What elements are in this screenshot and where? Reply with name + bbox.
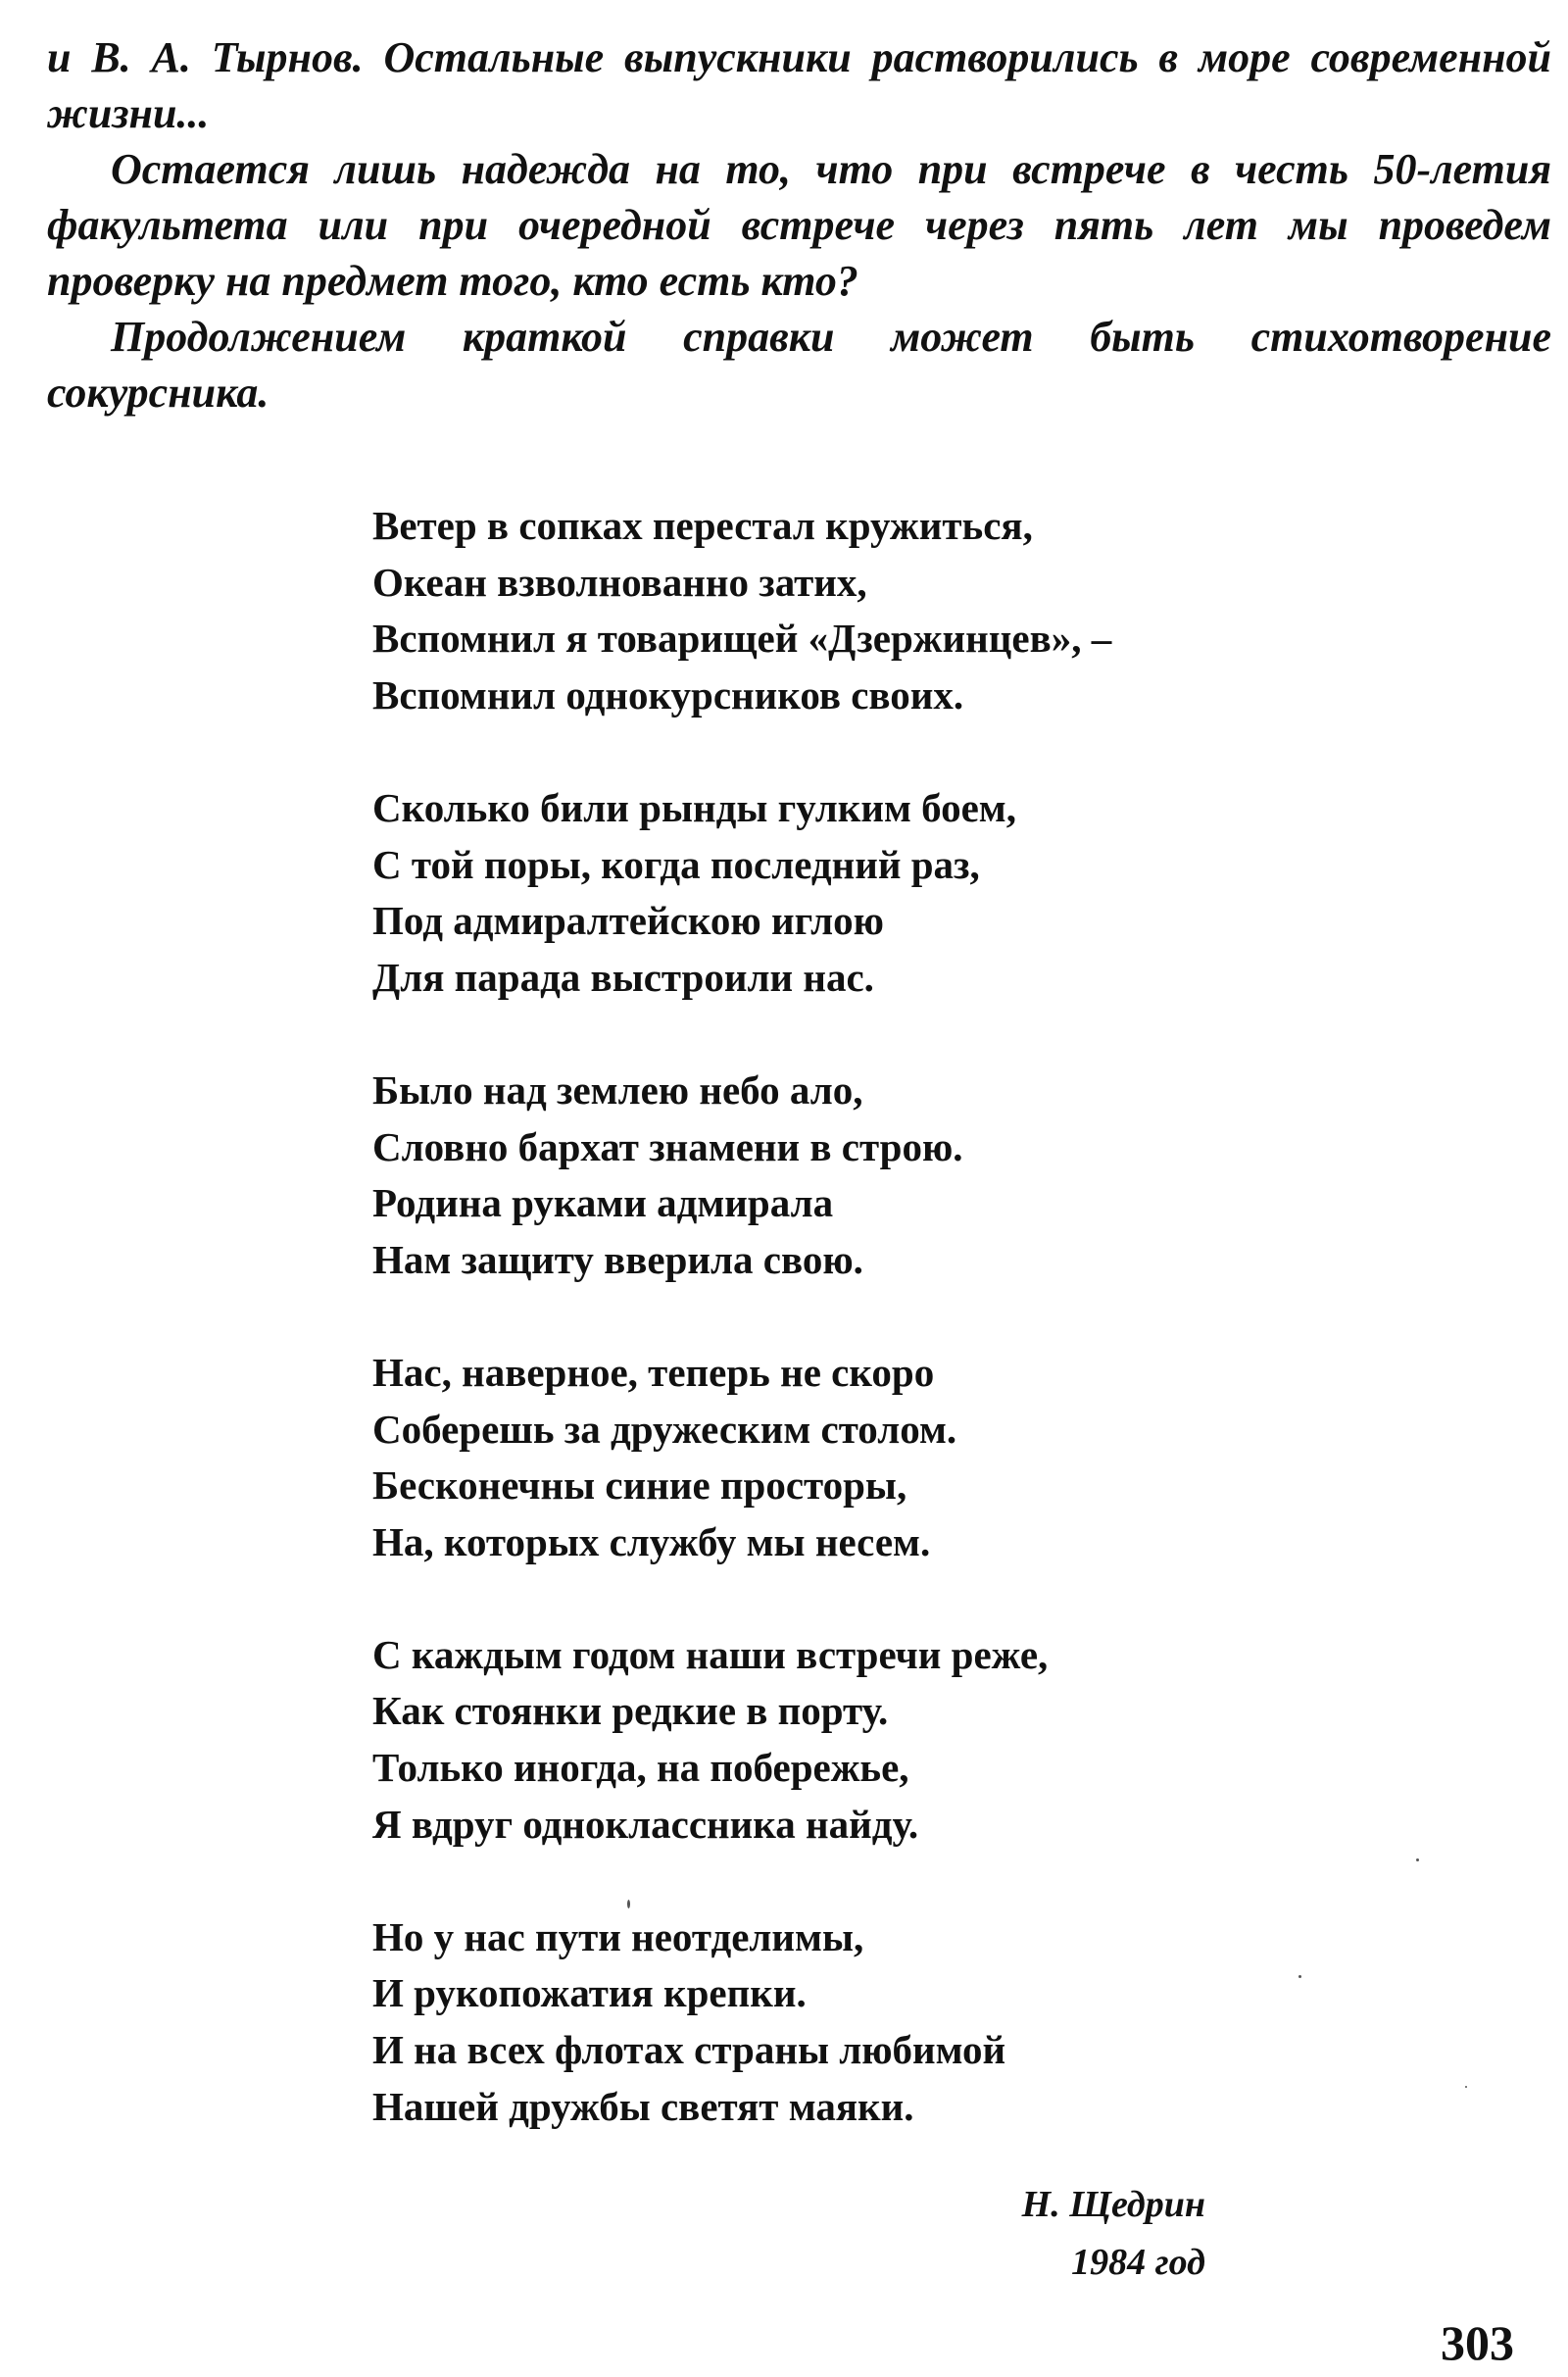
poem-line: Соберешь за дружеским столом. [372,1406,957,1452]
poem-line: Словно бархат знамени в строю. [372,1123,963,1169]
prose-block [47,29,1551,421]
poem-line: Нам защиту вверила свою. [372,1236,863,1282]
poem-line: Вспомнил однокурсников своих. [372,671,964,718]
prose-paragraph: и В. А. Тырнов. Остальные выпускники растворились в море современной жизни... [47,33,1551,137]
poem-line: Бесконечны синие просторы, [372,1462,907,1509]
page-number: 303 [1441,2315,1514,2370]
poem-stanza [372,1627,1254,1853]
poem-line: Под адмиралтейскою иглою [372,898,884,944]
poem-line: Нас, наверное, теперь не скоро [372,1349,935,1395]
poem-stanza [372,780,1254,1006]
poem-line: И рукопожатия крепки. [372,1970,807,2016]
poem-line: Я вдруг одноклассника найду. [372,1801,919,1847]
poem-stanza [372,1909,1254,2135]
scan-speck [1416,1858,1419,1861]
poem-line: Как стоянки редкие в порту. [372,1688,889,1734]
author-name: Н. Щедрин [1021,2184,1205,2225]
prose-paragraph: Продолжением краткой справки может быть стихотворение сокурсника. [47,313,1551,417]
poem-line: Ветер в сопках перестал кружиться, [372,503,1033,548]
poem-line: Вспомнил я товарищей «Дзержинцев», – [372,616,1112,662]
poem-line: Родина руками адмирала [372,1180,834,1226]
poem-stanza [372,1063,1254,1288]
poem-line: С той поры, когда последний раз, [372,841,980,887]
poem-stanza [372,1345,1254,1570]
poem-line: Только иногда, на побережье, [372,1745,909,1791]
poem-line: На, которых службу мы несем. [372,1518,931,1564]
poem-line: Было над землею небо ало, [372,1066,863,1113]
scan-speck [1298,1975,1301,1978]
poem-signature [980,2176,1205,2292]
poem-stanza [372,498,1254,723]
scan-speck [627,1900,630,1908]
poem-line: Сколько били рынды гулким боем, [372,784,1016,830]
poem-line: Нашей дружбы светят маяки. [372,2083,914,2129]
poem-line: Океан взволнованно затих, [372,559,867,605]
scan-speck [1465,2086,1467,2088]
prose-paragraph: Остается лишь надежда на то, что при встрече в честь 50-летия факультета или при очередной встрече через пять лет мы проведем проверку на предмет того, кто есть кто? [47,145,1551,305]
poem-line: С каждым годом наши встречи реже, [372,1631,1049,1677]
poem [372,498,1254,2135]
poem-year: 1984 год [1071,2242,1205,2283]
poem-line: И на всех флотах страны любимой [372,2027,1006,2073]
poem-line: Но у нас пути неотделимы, [372,1913,864,1959]
poem-line: Для парада выстроили нас. [372,954,874,1000]
